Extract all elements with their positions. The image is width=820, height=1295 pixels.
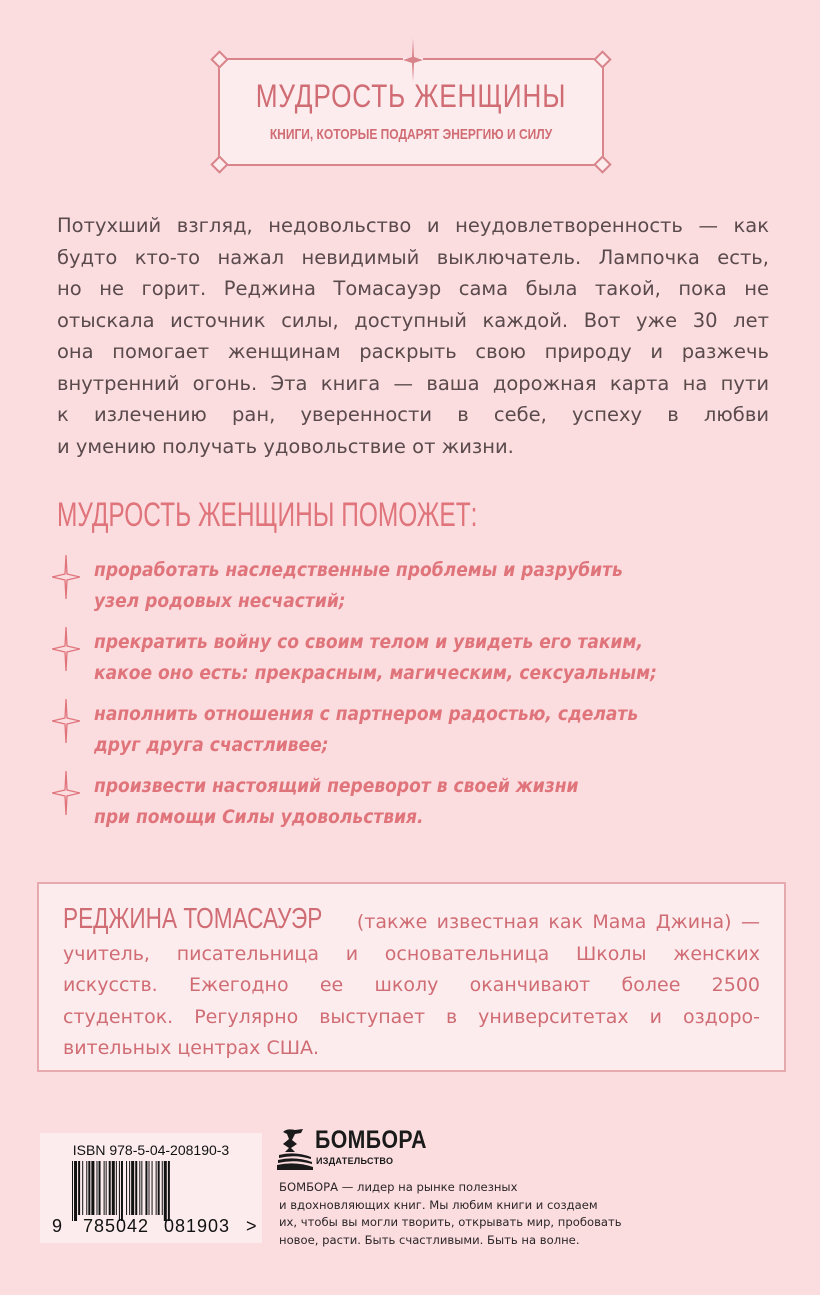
intro-line: Потухший взгляд, недовольство и неудовлетворенность — как bbox=[57, 214, 769, 237]
barcode-bar bbox=[106, 1161, 107, 1215]
benefit-line: наполнить отношения с партнером радостью, сделать bbox=[94, 703, 639, 725]
benefit-item bbox=[52, 699, 782, 771]
publisher-tagline: ИЗДАТЕЛЬСТВО bbox=[316, 1156, 394, 1166]
isbn-digits-left: 785042 bbox=[83, 1216, 150, 1236]
series-subtitle: КНИГИ, КОТОРЫЕ ПОДАРЯТ ЭНЕРГИЮ И СИЛУ bbox=[269, 126, 553, 143]
benefit-text bbox=[94, 627, 657, 689]
publisher-line: их, чтобы вы могли творить, открывать мир, пробовать bbox=[279, 1215, 622, 1229]
sparkle-bullet-icon bbox=[52, 699, 80, 743]
author-bio-line: вительных центрах США. bbox=[63, 1037, 320, 1059]
benefit-item bbox=[52, 627, 782, 699]
barcode-bar bbox=[135, 1161, 137, 1215]
sparkle-bullet-icon bbox=[52, 555, 80, 599]
intro-line: она помогает женщинам раскрыть свою природу и разжечь bbox=[57, 340, 769, 363]
author-bio-line: искусств. Ежегодно ее школу оканчивают более 2500 bbox=[63, 974, 760, 996]
barcode-bar bbox=[162, 1161, 163, 1215]
benefit-text bbox=[94, 699, 638, 761]
barcode-bar bbox=[168, 1161, 170, 1221]
publisher-line: и вдохновляющих книг. Мы любим книги и создаем bbox=[279, 1197, 598, 1212]
diamond-ornament-icon bbox=[593, 155, 611, 173]
author-bio bbox=[63, 904, 760, 1065]
barcode-bar bbox=[141, 1161, 142, 1215]
barcode-bar bbox=[116, 1161, 117, 1215]
benefit-line: проработать наследственные проблемы и разрубить bbox=[94, 559, 623, 581]
author-bio-line bbox=[63, 904, 760, 939]
benefits-list bbox=[52, 555, 782, 843]
barcode-bar bbox=[99, 1161, 101, 1215]
barcode-bar bbox=[156, 1161, 157, 1215]
publisher-line: новое, расти. Быть счастливыми. Быть на волне. bbox=[279, 1232, 580, 1247]
isbn-label: ISBN 978-5-04-208190-3 bbox=[72, 1142, 230, 1158]
intro-line: к излечению ран, уверенности в себе, успеху в любви bbox=[57, 403, 769, 426]
benefit-line: произвести настоящий переворот в своей жизни bbox=[94, 775, 579, 797]
intro-line: и умению получать удовольствие от жизни. bbox=[57, 434, 514, 458]
intro-line: но не горит. Реджина Томасауэр сама была такой, пока не bbox=[57, 277, 769, 300]
benefit-line: прекратить войну со своим телом и увидеть его таким, bbox=[94, 631, 643, 653]
intro-paragraph bbox=[57, 210, 769, 462]
barcode-bar bbox=[119, 1161, 120, 1221]
publisher-logo bbox=[277, 1128, 437, 1170]
intro-line: будто кто-то нажал невидимый выключатель. Лампочка есть, bbox=[57, 245, 769, 269]
barcode-bar bbox=[158, 1161, 160, 1215]
barcode-bar bbox=[126, 1161, 127, 1215]
diamond-ornament-icon bbox=[593, 50, 611, 68]
bombora-surfer-icon bbox=[277, 1128, 313, 1170]
intro-line: внутренний огонь. Эта книга — ваша дорожная карта на пути bbox=[57, 371, 769, 395]
barcode bbox=[72, 1161, 246, 1221]
isbn-digit-first: 9 bbox=[52, 1216, 64, 1236]
barcode-bar bbox=[129, 1161, 130, 1215]
author-bio-line: студенток. Регулярно выступает в университетах и оздоро- bbox=[63, 1005, 760, 1028]
benefit-text bbox=[94, 771, 578, 833]
barcode-bar bbox=[139, 1161, 140, 1215]
sparkle-bullet-icon bbox=[52, 771, 80, 815]
benefit-text bbox=[94, 555, 623, 617]
barcode-bar bbox=[72, 1161, 73, 1221]
diamond-ornament-icon bbox=[210, 155, 228, 173]
barcode-bar bbox=[82, 1161, 83, 1215]
benefit-item bbox=[52, 555, 782, 627]
barcode-bar bbox=[96, 1161, 97, 1215]
sparkle-star-icon bbox=[403, 38, 423, 82]
benefit-line: друг друга счастливее; bbox=[94, 734, 329, 756]
barcode-bar bbox=[74, 1161, 77, 1221]
benefit-line: какое оно есть: прекрасным, магическим, сексуальным; bbox=[94, 662, 657, 684]
barcode-bar bbox=[121, 1161, 123, 1221]
author-bio-box bbox=[37, 882, 786, 1072]
isbn-quiet-mark: > bbox=[246, 1216, 258, 1236]
author-bio-text: (также известная как Мама Джина) — bbox=[356, 911, 760, 933]
barcode-bar bbox=[152, 1161, 153, 1215]
barcode-bar bbox=[131, 1161, 134, 1215]
barcode-bar bbox=[104, 1161, 105, 1215]
benefit-line: при помощи Силы удовольствия. bbox=[94, 806, 424, 828]
barcode-bar bbox=[112, 1161, 115, 1215]
author-bio-line: учитель, писательница и основательница Школы женских bbox=[63, 942, 760, 965]
publisher-line: БОМБОРА — лидер на рынке полезных bbox=[279, 1180, 518, 1194]
barcode-bar bbox=[145, 1161, 147, 1215]
publisher-description bbox=[279, 1179, 639, 1249]
benefit-line: узел родовых несчастий; bbox=[94, 590, 346, 612]
series-title: МУДРОСТЬ ЖЕНЩИНЫ bbox=[255, 78, 567, 114]
barcode-bar bbox=[109, 1161, 111, 1215]
publisher-name: БОМБОРА bbox=[315, 1126, 427, 1154]
barcode-bar bbox=[91, 1161, 94, 1215]
sparkle-bullet-icon bbox=[52, 627, 80, 671]
isbn-barcode-block bbox=[40, 1133, 262, 1243]
barcode-bar bbox=[86, 1161, 87, 1215]
isbn-digits-right: 081903 bbox=[164, 1216, 231, 1236]
barcode-bar bbox=[78, 1161, 80, 1215]
barcode-bar bbox=[164, 1161, 167, 1221]
intro-line: отыскала источник силы, доступный каждой. Вот уже 30 лет bbox=[57, 308, 769, 332]
author-name: РЕДЖИНА ТОМАСАУЭР bbox=[63, 903, 323, 935]
benefits-heading: МУДРОСТЬ ЖЕНЩИНЫ ПОМОЖЕТ: bbox=[57, 496, 478, 534]
series-banner bbox=[218, 58, 604, 166]
barcode-bar bbox=[149, 1161, 150, 1215]
barcode-bar bbox=[88, 1161, 90, 1215]
benefit-item bbox=[52, 771, 782, 843]
diamond-ornament-icon bbox=[210, 50, 228, 68]
